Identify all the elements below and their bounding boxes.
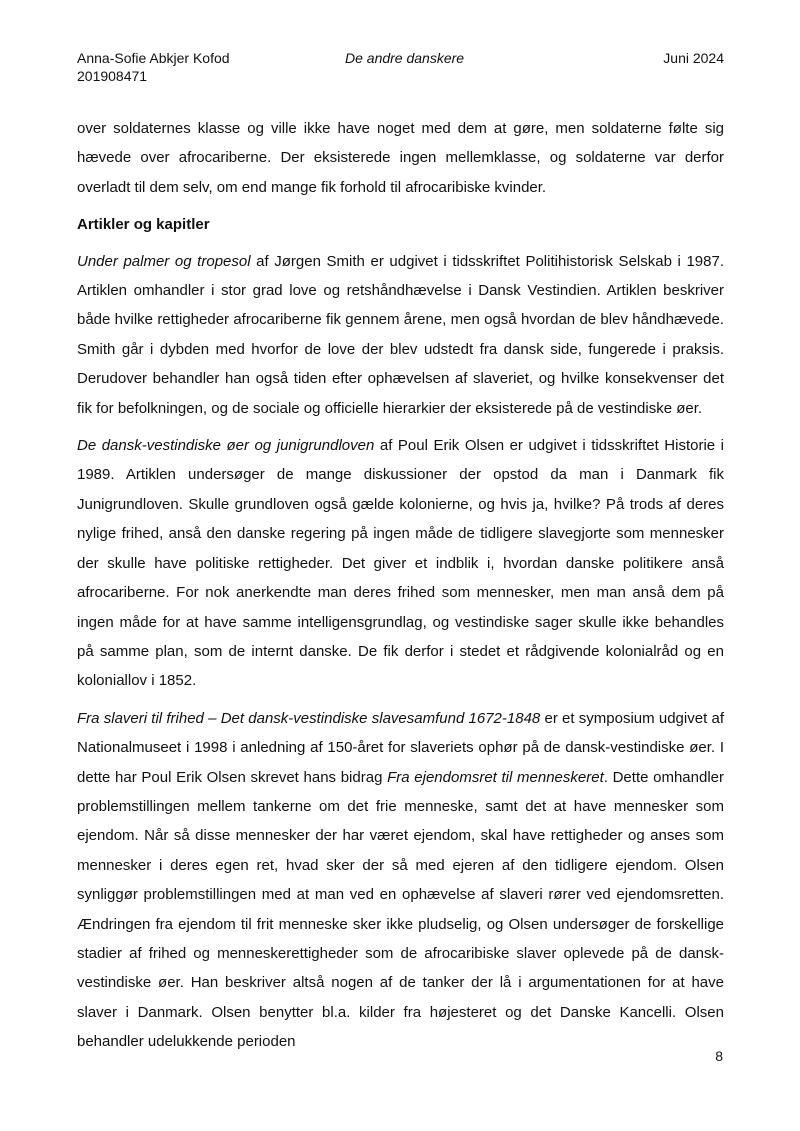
header-author: Anna-Sofie Abkjer Kofod [77, 50, 230, 66]
work-title: De dansk-vestindiske øer og junigrundloven [77, 437, 375, 455]
paragraph-symposium [77, 704, 724, 1057]
paragraph-text: er et symposium udgivet af Nationalmuseet i 1998 i anledning af 150-året for slaveriets ophør på de dansk-vestindiske øer. I dette har Poul Erik Olsen skrevet hans bidrag [77, 709, 724, 786]
paragraph-olsen-1989 [77, 431, 724, 696]
paragraph-smith [77, 247, 724, 423]
page-number: 8 [715, 1048, 723, 1064]
header-date: Juni 2024 [663, 50, 724, 66]
body-text [77, 114, 724, 1065]
header-student-id: 201908471 [77, 68, 148, 84]
chapter-title: Fra ejendomsret til menneskeret [387, 768, 604, 786]
paragraph-text: af Jørgen Smith er udgivet i tidsskriftet Politihistorisk Selskab i 1987. Artiklen omhandler i stor grad love og retshåndhævelse i Dansk Vestindien. Artiklen beskriver både hvilke rettigheder afrocariberne fik gennem årene, men også hvordan de blev håndhævede. Smith går i dybden med hvorfor de love der blev udstedt fra dansk side, fungerede i praksis. Derudover behandler han også tiden efter ophævelsen af slaveriet, og hvilke konsekvenser det fik for befolkningen, og de sociale og officielle hierarkier der eksisterede på de vestindiske øer. [77, 252, 724, 417]
paragraph-text: af Poul Erik Olsen er udgivet i tidsskriftet Historie i 1989. Artiklen undersøger de mange diskussioner der opstod da man i Danmark fik Junigrundloven. Skulle grundloven også gælde kolonierne, og hvis ja, hvilke? På trods af deres nylige frihed, anså den danske regering på ingen måde de tidligere slavegjorte som mennesker der skulle have politiske rettigheder. Det giver et indblik i, hvordan danske politikere anså afrocariberne. For nok anerkendte man deres frihed som mennesker, men man anså dem på ingen måde for at have samme intelligensgrundlag, og vestindiske sager skulle ikke behandles på samme plan, som de internt danske. De fik derfor i stedet et rådgivende kolonialråd og en koloniallov i 1852. [77, 437, 724, 690]
work-title: Fra slaveri til frihed – Det dansk-vestindiske slavesamfund 1672-1848 [77, 709, 541, 727]
section-heading: Artikler og kapitler [77, 216, 210, 234]
paragraph-continuation: over soldaternes klasse og ville ikke have noget med dem at gøre, men soldaterne følte sig hævede over afrocariberne. Der eksisterede ingen mellemklasse, og soldaterne var derfor overladt til dem selv, om end mange fik forhold til afrocaribiske kvinder. [77, 120, 724, 196]
header-author-block [77, 49, 230, 85]
header-title: De andre danskere [345, 50, 465, 66]
paragraph-text: . Dette omhandler problemstillingen mellem tankerne om det frie menneske, samt det at have mennesker som ejendom. Når så disse mennesker der har været ejendom, skal have rettigheder og anses som mennesker i deres egen ret, hvad sker der så med ejeren af den tidligere ejendom. Olsen synliggør problemstillingen med at man ved en ophævelse af slaveri rører ved ejendomsretten. Ændringen fra ejendom til frit menneske sker ikke pludselig, og Olsen undersøger de forskellige stadier af frihed og menneskerettigheder som de afrocaribiske slaver oplevede på de dansk-vestindiske øer. Han beskriver altså nogen af de tanker der lå i argumentationen for at have slaver i Danmark. Olsen benytter bl.a. kilder fra højesteret og det Danske Kancelli. Olsen behandler udelukkende perioden [77, 768, 725, 1051]
work-title: Under palmer og tropesol [77, 252, 251, 270]
